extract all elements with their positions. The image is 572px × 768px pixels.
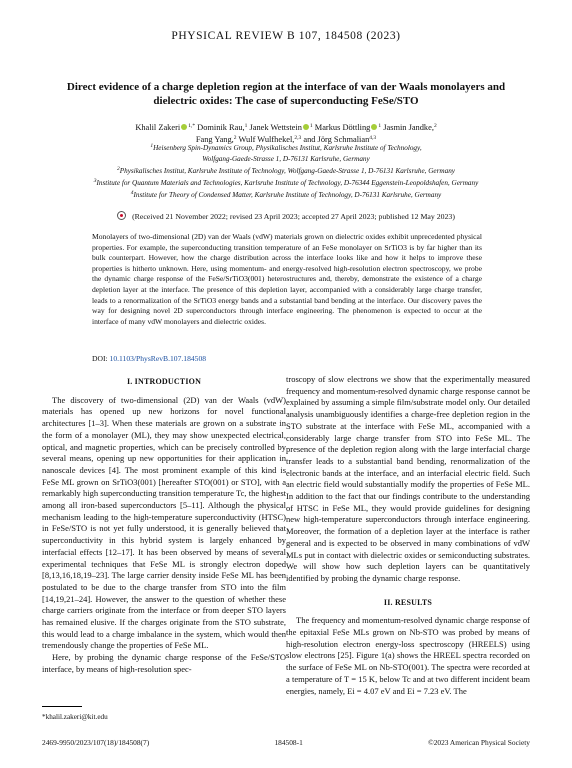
orcid-icon[interactable] <box>181 124 187 130</box>
intro-paragraph-2: Here, by probing the dynamic charge response of the FeSe/STO interface, by means of high-resolution spec- <box>42 652 286 674</box>
section-heading-results: II. RESULTS <box>383 597 433 607</box>
affiliation-1-address: Wolfgang-Gaede-Strasse 1, D-76131 Karlsruhe, Germany <box>202 155 370 163</box>
journal-header: PHYSICAL REVIEW B 107, 184508 (2023) <box>171 30 401 42</box>
results-paragraph-1: The frequency and momentum-resolved dynamic charge response of the epitaxial FeSe MLs grown on Nb-STO was probed by means of high-resolution electron energy-loss spectroscopy (HREELS) using slow electrons [25]. Figure 1(a) shows the HREEL spectra recorded on the surface of FeSe ML on Nb-STO(001). The spectra were recorded at a temperature of T = 15 K, below Tc and at two different incident beam energies, namely, Ei = 4.07 eV and Ei = 7.23 eV. The <box>286 615 530 696</box>
paper-title: Direct evidence of a charge depletion region at the interface of van der Waals monolayers and dielectric oxides: The case of superconducting FeSe/STO <box>66 81 506 107</box>
affiliation-1: $^1$Heisenberg Spin-Dynamics Group, Physikalisches Institut, Karlsruhe Institute of Technology, <box>150 143 422 152</box>
footer-page-number: 184508-1 <box>274 738 303 747</box>
author-name[interactable]: Dominik Rau, <box>197 123 245 132</box>
affiliation-2: $^2$Physikalisches Institut, Karlsruhe Institute of Technology, Wolfgang-Gaede-Strasse 1, D-76131 Karlsruhe, Germany <box>116 166 455 175</box>
author-name[interactable]: Janek Wettstein <box>249 123 302 132</box>
page-footer <box>42 738 530 747</box>
right-column <box>286 374 530 697</box>
received-dates: (Received 21 November 2022; revised 23 April 2023; accepted 27 April 2023; published 12 May 2023) <box>80 211 492 221</box>
footnote-divider <box>42 706 82 707</box>
author-name[interactable]: and Jörg Schmalian <box>303 135 370 144</box>
orcid-icon[interactable] <box>303 124 309 130</box>
left-column <box>42 374 286 676</box>
footer-copyright: ©2023 American Physical Society <box>428 738 530 747</box>
author-name[interactable]: Markus Döttling <box>314 123 371 132</box>
section-heading-introduction: I. INTRODUCTION <box>126 377 202 386</box>
abstract: Monolayers of two-dimensional (2D) van der Waals (vdW) materials grown on dielectric oxides exhibit unprecedented physical properties. For example, the superconducting transition temperature of an FeSe monolayer on SrTiO3 is by far higher than its bulk counterpart. However, how the charge distribution across the interface looks like and how it helps to improve these properties is hitherto unknown. Here, using momentum- and energy-resolved high-resolution electron spectroscopy, we probe the dynamic charge response of the FeSe/SrTiO3(001) heterostructures and, thereby, demonstrate the existence of a charge depletion layer at the interface. The presence of this depletion layer, accompanied with a considerably large charge transfer, leads to a renormalization of the SrTiO3 energy bands and a substantial band bending at the interface. Our discovery paves the way for designing novel 2D superconductors through interface engineering. The phenomenon is expected to occur at the interface of many vdW monolayers and dielectric oxides. <box>92 232 482 326</box>
orcid-icon[interactable] <box>371 124 377 130</box>
author-name[interactable]: Jasmin Jandke, <box>383 123 434 132</box>
affiliation-4: $^4$Institute for Theory of Condensed Matter, Karlsruhe Institute of Technology, D-76131 Karlsruhe, Germany <box>130 190 442 199</box>
corresponding-author-footnote: *khalil.zakeri@kit.edu <box>42 713 108 721</box>
author-list: Khalil Zakeri $^{1,*}$ Dominik Rau,$^1$ Janek Wettstein $^1$ Markus Döttling $^1$ Jasmin Jandke,$^2$ Fang Yang,$^2$ Wulf Wulfhekel,$^{2,3}$ and Jörg Schmalian$^{4,3}$ <box>135 123 437 144</box>
affiliation-3: $^3$Institute for Quantum Materials and Technologies, Karlsruhe Institute of Technology, D-76344 Eggenstein-Leopoldshafen, Germany <box>93 178 479 187</box>
doi-line: DOI: 10.1103/PhysRevB.107.184508 <box>92 354 207 363</box>
author-name[interactable]: Wulf Wulfhekel, <box>238 135 295 144</box>
intro-paragraph-1: The discovery of two-dimensional (2D) van der Waals (vdW) materials has opened up new horizons for novel functional architectures [1–3]. When these materials are grown on a substrate in the form of a monolayer (ML), they may show unexpected electrical, optical, and magnetic properties, which can be precisely controlled by several means, opening up new opportunities for their application in nanoscale devices [4]. The most prominent example of this kind is FeSe ML grown on SrTiO3(001) [hereafter STO(001) or STO], with a remarkably high superconducting transition temperature Tc, the highest among all iron-based superconductors [5–11]. Although the physical mechanism leading to the high-temperature superconductivity (HTSC) in FeSe/STO is not yet fully understood, it is generally believed that superconductivity in this hybrid system is largely enhanced by interfacial effects [12–17]. It has been observed by means of several experimental techniques that FeSe ML is strongly electron doped [8,13,16,18,19–23]. The large carrier density inside FeSe ML has been postulated to be due to the charge transfer from STO into the film [14,19,21–24]. However, the answer to the question of whether these charge carriers originate from the interface or from deeper STO layers has remained elusive. If the charges originate from the STO substrate, this would lead to a charge imbalance in the system, which would then tremendously change the properties of FeSe ML. <box>42 394 286 651</box>
footer-issn: 2469-9950/2023/107(18)/184508(7) <box>42 738 150 747</box>
doi-link[interactable]: 10.1103/PhysRevB.107.184508 <box>109 354 207 363</box>
crossmark-icon[interactable] <box>117 211 126 220</box>
author-name[interactable]: Fang Yang, <box>195 135 234 144</box>
intro-paragraph-continued: troscopy of slow electrons we show that the experimentally measured frequency and momentum-resolved dynamic charge response cannot be explained by assuming a simple film/substrate model only. Our detailed analysis unambiguously identifies a charge-free depletion region in the STO substrate at the interface with FeSe ML, accompanied with a considerably large charge transfer from STO into FeSe ML. The presence of the depletion region along with the large interfacial charge transfer leads to a substantial band bending, renormalization of the electronic bands at the interface, and an interfacial electric field. Such an electric field would substantially modify the properties of FeSe ML. In addition to the fact that our findings contribute to the understanding of HTSC in FeSe ML, they would provide guidelines for designing new high-temperature superconductors through interface engineering. Moreover, the formation of a depletion layer at the interface is rather general and is expected to be observed in many combinations of vdW MLs put in contact with dielectric oxides or semiconducting substrates. We will show how such depletion layers can be quantitatively identified by probing the dynamic charge response. <box>286 374 531 583</box>
author-name[interactable]: Khalil Zakeri <box>135 123 181 132</box>
